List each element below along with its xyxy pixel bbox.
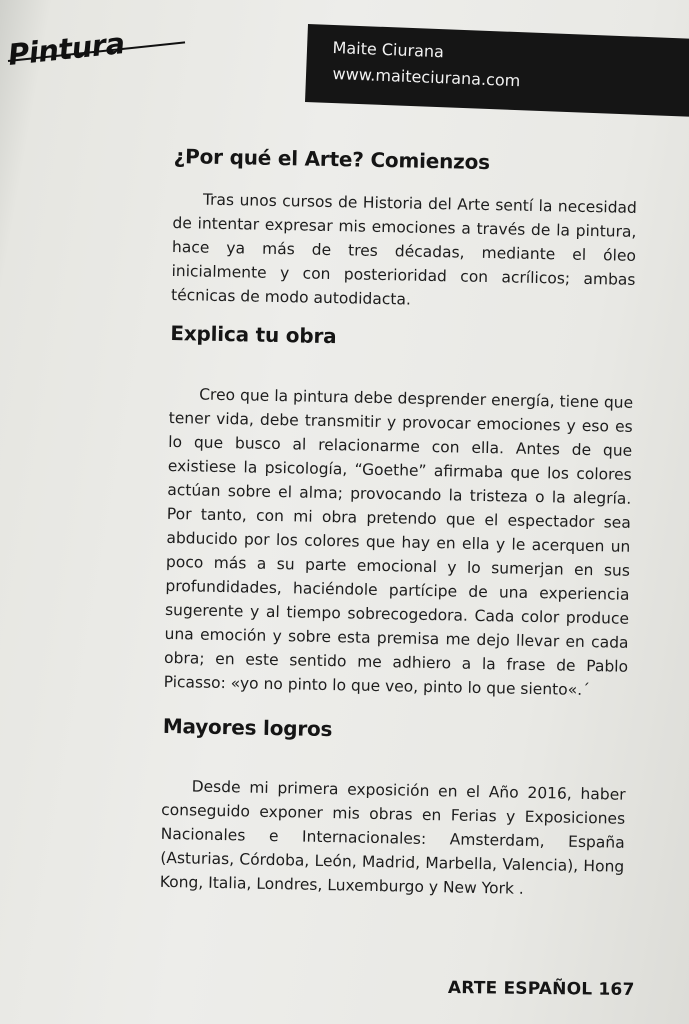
heading-why-art: ¿Por qué el Arte? Comienzos [173, 144, 491, 175]
paragraph-achievements: Desde mi primera exposición en el Año 2016, haber conseguido exponer mis obras en Ferias y Exposiciones Nacionales e Internacionales: Amsterdam, España (Asturias, Córdoba, León, Madrid, Marbella, Valencia), Hong Kong, Italia, Londres, Luxemburgo y New York . [159, 777, 626, 898]
section-label: Pintura [6, 25, 127, 72]
author-website: www.maiteciurana.com [332, 64, 521, 91]
page-footer: ARTE ESPAÑOL 167 [447, 978, 635, 1000]
article-body [160, 144, 638, 903]
paragraph-why-art: Tras unos cursos de Historia del Arte sentí la necesidad de intentar expresar mis emociones a través de la pintura, hace ya más de tres décadas, mediante el óleo inicialmente y con posterioridad con acrílicos; ambas técnicas de modo autodidacta. [170, 190, 638, 309]
author-name: Maite Ciurana [332, 38, 445, 62]
heading-explain-work: Explica tu obra [170, 320, 337, 349]
paragraph-explain-work: Creo que la pintura debe desprender energía, tiene que tener vida, debe transmitir y provocar emociones y eso es lo que busco al relacionarme con ella. Antes de que existiese la psicología, “Goethe” afirmaba que los colores actúan sobre el alma; provocando la tristeza o la alegría. Por tanto, con mi obra pretendo que el espectador sea abducido por los colores que hay en ella y le acerquen un poco más a su parte emocional y lo sumerjan en sus profundidades, haciéndole partícipe de una experiencia sugerente y al tiempo sobrecogedora. Cada color produce una emoción y sobre esta premisa me dejo llevar en cada obra; en este sentido me adhiero a la frase de Pablo Picasso: «yo no pinto lo que veo, pinto lo que siento«.´ [163, 385, 634, 700]
heading-achievements: Mayores logros [162, 713, 333, 742]
